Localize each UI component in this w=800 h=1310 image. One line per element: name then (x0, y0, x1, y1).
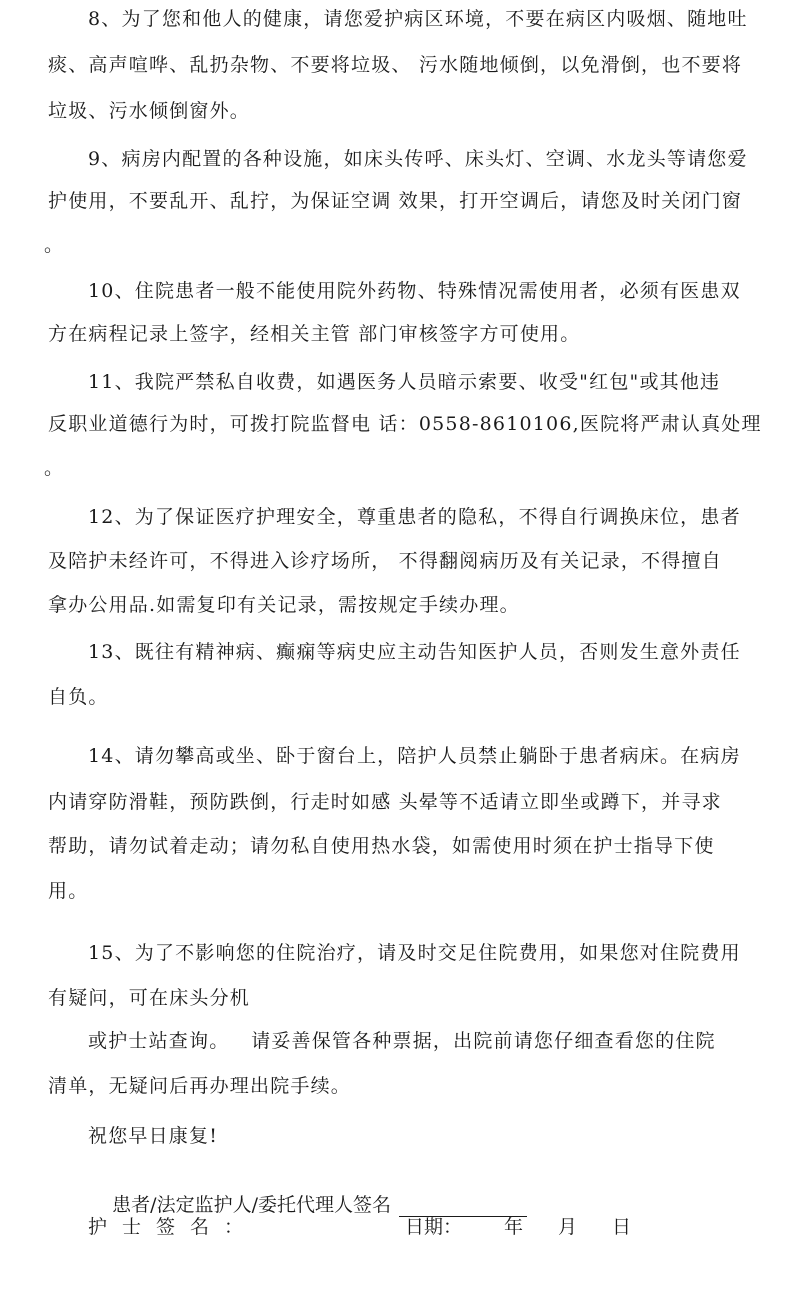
item-9-line-1: 9、病房内配置的各种设施，如床头传呼、床头灯、空调、水龙头等请您爱 (88, 148, 748, 170)
date-day-label: 日 (612, 1216, 632, 1238)
signature-label: 患者/法定监护人/委托代理人签名 (112, 1194, 391, 1216)
item-11-line-1: 11、我院严禁私自收费，如遇医务人员暗示索要、收受"红包"或其他违 (88, 371, 721, 393)
item-14-line-4: 用。 (48, 880, 89, 902)
date-year-label: 年 (504, 1216, 524, 1238)
item-15-line-1: 15、为了不影响您的住院治疗，请及时交足住院费用，如果您对住院费用 (88, 942, 741, 964)
item-12-line-3: 拿办公用品.如需复印有关记录，需按规定手续办理。 (48, 594, 520, 616)
item-9-line-3: 。 (44, 234, 65, 256)
item-14-line-1: 14、请勿攀高或坐、卧于窗台上，陪护人员禁止躺卧于患者病床。在病房 (88, 745, 741, 767)
date-month-label: 月 (558, 1216, 578, 1238)
item-9-line-2: 护使用，不要乱开、乱拧，为保证空调 效果，打开空调后，请您及时关闭门窗 (48, 190, 743, 212)
item-13-line-1: 13、既往有精神病、癫痫等病史应主动告知医护人员，否则发生意外责任 (88, 641, 741, 663)
item-10-line-1: 10、住院患者一般不能使用院外药物、特殊情况需使用者，必须有医患双 (88, 280, 741, 302)
item-8-line-1: 8、为了您和他人的健康，请您爱护病区环境，不要在病区内吸烟、随地吐 (88, 8, 748, 30)
nurse-signature-label: 护士签名： (88, 1216, 259, 1238)
date-label: 日期： (405, 1216, 463, 1238)
item-15-line-4: 清单，无疑问后再办理出院手续。 (48, 1075, 352, 1097)
item-13-line-2: 自负。 (48, 686, 109, 708)
item-11-line-3: 。 (44, 457, 65, 479)
item-14-line-2: 内请穿防滑鞋，预防跌倒，行走时如感 头晕等不适请立即坐或蹲下，并寻求 (48, 791, 722, 813)
item-12-line-1: 12、为了保证医疗护理安全，尊重患者的隐私，不得自行调换床位，患者 (88, 506, 741, 528)
item-11-line-2: 反职业道德行为时，可拨打院监督电 话：0558-8610106,医院将严肃认真处理 (48, 413, 762, 435)
item-8-line-3: 垃圾、污水倾倒窗外。 (48, 100, 251, 122)
closing-wish: 祝您早日康复! (88, 1125, 219, 1147)
item-12-line-2: 及陪护未经许可，不得进入诊疗场所， 不得翻阅病历及有关记录，不得擅自 (48, 550, 722, 572)
item-10-line-2: 方在病程记录上签字，经相关主管 部门审核签字方可使用。 (48, 323, 581, 345)
item-15-line-2: 有疑问，可在床头分机 (48, 987, 251, 1009)
item-14-line-3: 帮助，请勿试着走动；请勿私自使用热水袋，如需使用时须在护士指导下使 (48, 835, 715, 857)
item-8-line-2: 痰、高声喧哗、乱扔杂物、不要将垃圾、 污水随地倾倒，以免滑倒，也不要将 (48, 54, 743, 76)
item-15-line-3: 或护士站查询。 请妥善保管各种票据，出院前请您仔细查看您的住院 (88, 1030, 716, 1052)
